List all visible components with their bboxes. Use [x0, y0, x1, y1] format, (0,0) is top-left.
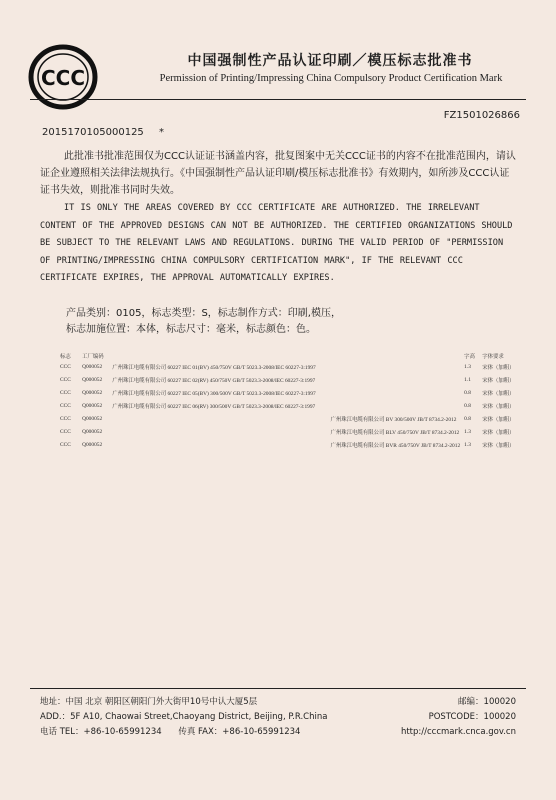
- table-cell: CCC: [60, 441, 71, 448]
- table-cell: [329, 399, 463, 412]
- table-header: [329, 348, 463, 360]
- footer: [40, 695, 516, 740]
- table-row: [58, 438, 518, 451]
- table-cell: [110, 412, 328, 425]
- footer-row-address-en: [40, 710, 516, 725]
- table-cell: 宋体（加粗）: [482, 429, 515, 436]
- table-cell: 1.3: [464, 428, 471, 435]
- postcode-english: POSTCODE：100020: [428, 712, 516, 722]
- statement-chinese: 此批准书批准范围仅为CCC认证证书涵盖内容，批复图案中无关CCC证书的内容不在批准范围内，请认证企业遵照相关法律法规执行。《中国强制性产品认证印刷/模压标志批准书》有效期内，如所涉及CCC认证证书失效，则批准书同时失效。: [40, 151, 516, 196]
- table-cell: 0.8: [464, 415, 471, 422]
- address-english: ADD.：5F A10, Chaowai Street,Chaoyang District, Beijing, P.R.China: [40, 712, 328, 722]
- website-link[interactable]: http://cccmark.cnca.gov.cn: [400, 727, 516, 737]
- table-cell: [110, 425, 328, 438]
- table-header: [110, 348, 328, 360]
- table-cell: 广州珠江电缆有限公司 BLV 450/750V JB/T 8734.2-2012: [330, 429, 460, 436]
- table-cell: CCC: [60, 363, 71, 370]
- table-cell: 1.3: [464, 363, 471, 370]
- table-cell: [329, 386, 463, 399]
- document-number: FZ1501026866: [443, 110, 520, 121]
- table-cell: 广州珠江电缆有限公司 60227 IEC 05(BV) 300/500V GB/T 5023.3-2008/IEC 60227-3:1997: [112, 390, 316, 397]
- approved-marks-table: [58, 348, 518, 451]
- ccc-logo-text: CCC: [40, 66, 86, 90]
- table-cell: 广州珠江电缆有限公司 60227 IEC 02(RV) 450/750V GB/T 5023.3-2008/IEC 60227-3:1997: [112, 377, 316, 384]
- table-cell: CCC: [60, 415, 71, 422]
- table-cell: Q000052: [82, 428, 103, 435]
- table-cell: [329, 373, 463, 386]
- footer-row-contact: [40, 725, 516, 740]
- table-header: 字高: [464, 354, 475, 360]
- table-cell: 广州珠江电缆有限公司 60227 IEC 01(BV) 450/750V GB/T 5023.3-2008/IEC 60227-3:1997: [112, 364, 316, 371]
- category-line-2: 标志加施位置：本体，标志尺寸：毫米，标志颜色：色。: [66, 324, 316, 335]
- table-cell: CCC: [60, 402, 71, 409]
- table-cell: 宋体（加粗）: [482, 416, 515, 423]
- table-cell: Q000052: [82, 363, 103, 370]
- table-cell: CCC: [60, 389, 71, 396]
- table-cell: 0.8: [464, 389, 471, 396]
- table-header: 字体要求: [482, 354, 504, 360]
- table-row: [58, 412, 518, 425]
- table-cell: 宋体（加粗）: [482, 364, 515, 371]
- statement-english: IT IS ONLY THE AREAS COVERED BY CCC CERTIFICATE ARE AUTHORIZED. THE IRRELEVANT CONTENT OF THE APPROVED DESIGNS CAN NOT BE AUTHORIZED. THE CERTIFIED ORGANIZATIONS SHOULD BE SUBJECT TO THE RELEVANT LAWS AND REGULATIONS. DURING THE VALID PERIOD OF "PERMISSION OF PRINTING/IMPRESSING CHINA COMPULSORY CERTIFICATION MARK", IF THE RELEVANT CCC CERTIFICATE EXPIRES, THE APPROVAL AUTOMATICALLY EXPIRES.: [40, 203, 513, 284]
- table-row: [58, 399, 518, 412]
- title-english: Permission of Printing/Impressing China Compulsory Product Certification Mark: [159, 73, 503, 84]
- header-divider: [30, 99, 526, 100]
- telephone: 电话 TEL：+86-10-65991234: [40, 727, 162, 737]
- fax: 传真 FAX：+86-10-65991234: [178, 727, 301, 737]
- title-chinese: 中国强制性产品认证印刷／模压标志批准书: [187, 53, 473, 69]
- table-cell: CCC: [60, 376, 71, 383]
- table-header: 标志: [60, 354, 71, 360]
- table-header: 工厂编码: [82, 354, 104, 360]
- table-row: [58, 373, 518, 386]
- product-category: [66, 306, 506, 338]
- table-cell: 广州珠江电缆有限公司 60227 IEC 06(RV) 300/500V GB/T 5023.3-2008/IEC 60227-3:1997: [112, 403, 316, 410]
- table-cell: [329, 360, 463, 373]
- table-row: [58, 360, 518, 373]
- table-cell: 0.8: [464, 402, 471, 409]
- table-cell: 宋体（加粗）: [482, 442, 515, 449]
- table-cell: Q000052: [82, 415, 103, 422]
- serial-mark: *: [158, 127, 164, 138]
- table-header-row: [58, 348, 518, 360]
- footer-row-address-cn: [40, 695, 516, 710]
- serial-value: 2015170105000125: [42, 127, 144, 138]
- postcode-chinese: 邮编：100020: [458, 697, 516, 707]
- table-cell: 宋体（加粗）: [482, 403, 515, 410]
- table-cell: Q000052: [82, 389, 103, 396]
- table-cell: 1.1: [464, 376, 471, 383]
- category-line-1: 产品类别：0105，标志类型：S，标志制作方式：印刷,模压，: [66, 308, 341, 319]
- table-cell: Q000052: [82, 402, 103, 409]
- table-row: [58, 425, 518, 438]
- table-cell: 广州珠江电缆有限公司 BV 300/500V JB/T 8734.2-2012: [330, 416, 457, 423]
- table-row: [58, 386, 518, 399]
- serial-number: [42, 127, 164, 138]
- table-cell: 广州珠江电缆有限公司 BVR 450/750V JB/T 8734.2-2012: [330, 442, 461, 449]
- table-cell: Q000052: [82, 441, 103, 448]
- footer-divider: [30, 688, 526, 689]
- address-chinese: 地址：中国 北京 朝阳区朝阳门外大街甲10号中认大厦5层: [40, 697, 258, 707]
- contact-phone-fax: [40, 725, 300, 740]
- table-cell: 宋体（加粗）: [482, 390, 515, 397]
- ccc-logo-icon: [28, 44, 98, 110]
- table-cell: Q000052: [82, 376, 103, 383]
- table-cell: [110, 438, 328, 451]
- table-cell: 宋体（加粗）: [482, 377, 515, 384]
- table-cell: CCC: [60, 428, 71, 435]
- table-cell: 1.3: [464, 441, 471, 448]
